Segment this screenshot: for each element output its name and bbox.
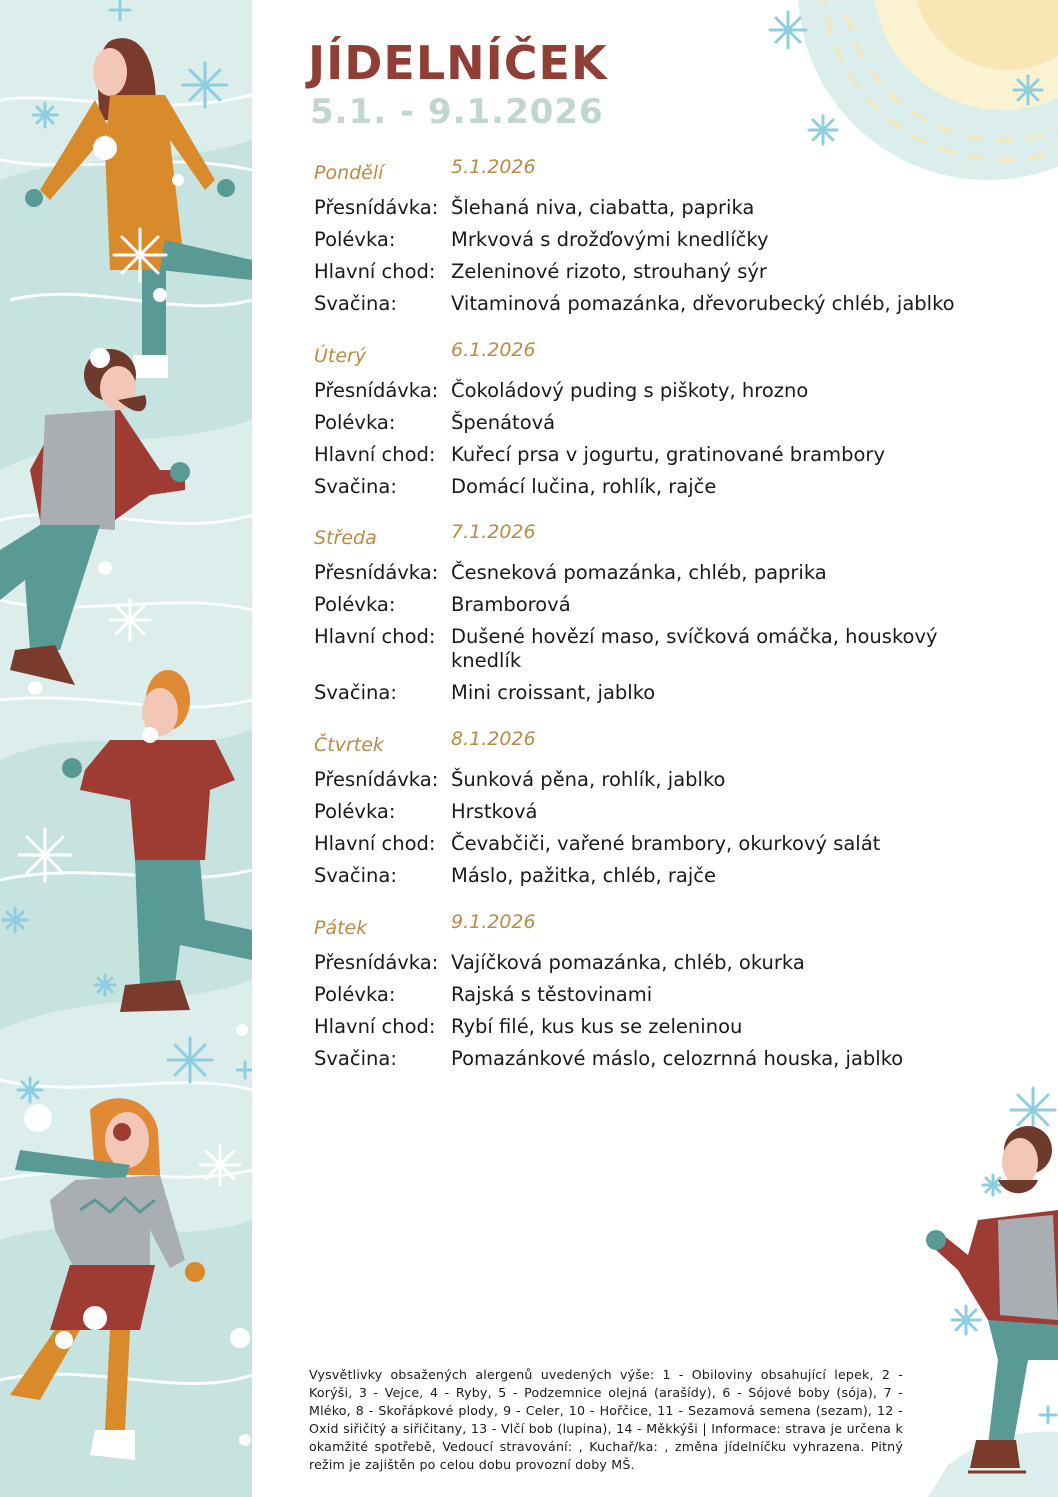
meal-label: Hlavní chod: [314, 443, 436, 466]
day-section [314, 339, 994, 507]
meal-row [314, 1047, 994, 1071]
day-date: 5.1.2026 [451, 156, 536, 178]
meal-value: Čevabčiči, vařené brambory, okurkový salát [451, 832, 881, 855]
meal-row [314, 475, 994, 499]
meal-value: Domácí lučina, rohlík, rajče [451, 475, 717, 498]
meal-value: Česneková pomazánka, chléb, paprika [451, 561, 827, 584]
meal-row [314, 228, 994, 252]
day-section [314, 911, 994, 1079]
day-date: 7.1.2026 [451, 521, 536, 543]
meal-value: Bramborová [451, 593, 571, 616]
meal-value: Hrstková [451, 800, 538, 823]
allergen-note: Vysvětlivky obsažených alergenů uvedených výše: 1 - Obiloviny obsahující lepek, 2 - Korýši, 3 - Vejce, 4 - Ryby, 5 - Podzemnice olejná (arašídy), 6 - Sójové boby (sója), 7 - Mléko, 8 - Skořápkové plody, 9 - Celer, 10 - Hořčice, 11 - Sezamová semena (sezam), 12 - Oxid siřičitý a siřičitany, 13 - Vlčí bob (lupina), 14 - Měkkýši | Informace: strava je určena k okamžité spotřebě, Vedoucí stravování: , Kuchař/ka: , změna jídelníčku vyhrazena. Pitný režim je zajištěn po celou dobu provozní doby MŠ. [309, 1367, 903, 1472]
meal-value: Šunková pěna, rohlík, jablko [451, 768, 726, 791]
meal-label: Polévka: [314, 983, 396, 1006]
meal-value: Špenátová [451, 411, 556, 434]
day-section [314, 521, 994, 713]
day-name: Úterý [314, 345, 367, 367]
page-title: JÍDELNÍČEK [308, 36, 608, 90]
meal-value: Mrkvová s drožďovými knedlíčky [451, 228, 769, 251]
meal-label: Přesnídávka: [314, 379, 439, 402]
meal-label: Polévka: [314, 593, 396, 616]
meal-label: Přesnídávka: [314, 951, 439, 974]
meal-value: Vajíčková pomazánka, chléb, okurka [451, 951, 805, 974]
day-name: Středa [314, 527, 377, 549]
meal-row [314, 951, 994, 975]
meal-label: Přesnídávka: [314, 561, 439, 584]
meal-value: Rajská s těstovinami [451, 983, 653, 1006]
meal-row [314, 260, 994, 284]
meal-row [314, 379, 994, 403]
meal-row [314, 196, 994, 220]
meal-label: Svačina: [314, 475, 397, 498]
meal-row [314, 768, 994, 792]
meal-row [314, 1015, 994, 1039]
meal-value: Mini croissant, jablko [451, 681, 656, 704]
meal-label: Polévka: [314, 228, 396, 251]
meal-row [314, 983, 994, 1007]
day-date: 9.1.2026 [451, 911, 536, 933]
meal-label: Polévka: [314, 800, 396, 823]
meal-value: Rybí filé, kus kus se zeleninou [451, 1015, 743, 1038]
meal-row [314, 681, 994, 705]
meal-label: Hlavní chod: [314, 1015, 436, 1038]
day-date: 6.1.2026 [451, 339, 536, 361]
meal-label: Hlavní chod: [314, 260, 436, 283]
meal-row [314, 800, 994, 824]
meal-row [314, 292, 994, 316]
meal-value: Zeleninové rizoto, strouhaný sýr [451, 260, 767, 283]
meal-row [314, 832, 994, 856]
meal-label: Přesnídávka: [314, 768, 439, 791]
meal-value: Šlehaná niva, ciabatta, paprika [451, 196, 755, 219]
meal-row [314, 593, 994, 617]
day-date: 8.1.2026 [451, 728, 536, 750]
day-name: Pátek [314, 917, 368, 939]
meal-value: Kuřecí prsa v jogurtu, gratinované brambory [451, 443, 885, 466]
meal-label: Svačina: [314, 681, 397, 704]
skater-bottom-right [888, 1070, 1058, 1497]
date-range: 5.1. - 9.1.2026 [310, 92, 604, 132]
meal-label: Svačina: [314, 292, 397, 315]
day-name: Pondělí [314, 162, 384, 184]
meal-label: Přesnídávka: [314, 196, 439, 219]
meal-value: Čokoládový puding s piškoty, hrozno [451, 379, 809, 402]
skaters-illustration [0, 0, 252, 1497]
meal-value: Vitaminová pomazánka, dřevorubecký chléb, jablko [451, 292, 955, 315]
meal-row [314, 411, 994, 435]
day-section [314, 728, 994, 896]
meal-label: Svačina: [314, 864, 397, 887]
meal-row [314, 561, 994, 585]
meal-row [314, 864, 994, 888]
meal-value: Dušené hovězí maso, svíčková omáčka, houskový knedlík [451, 625, 938, 672]
meal-row [314, 625, 994, 673]
meal-value: Máslo, pažitka, chléb, rajče [451, 864, 716, 887]
day-name: Čtvrtek [314, 734, 384, 756]
meal-label: Polévka: [314, 411, 396, 434]
meal-label: Svačina: [314, 1047, 397, 1070]
meal-label: Hlavní chod: [314, 625, 436, 648]
meal-row [314, 443, 994, 467]
meal-value: Pomazánkové máslo, celozrnná houska, jablko [451, 1047, 904, 1070]
day-section [314, 156, 994, 324]
meal-label: Hlavní chod: [314, 832, 436, 855]
